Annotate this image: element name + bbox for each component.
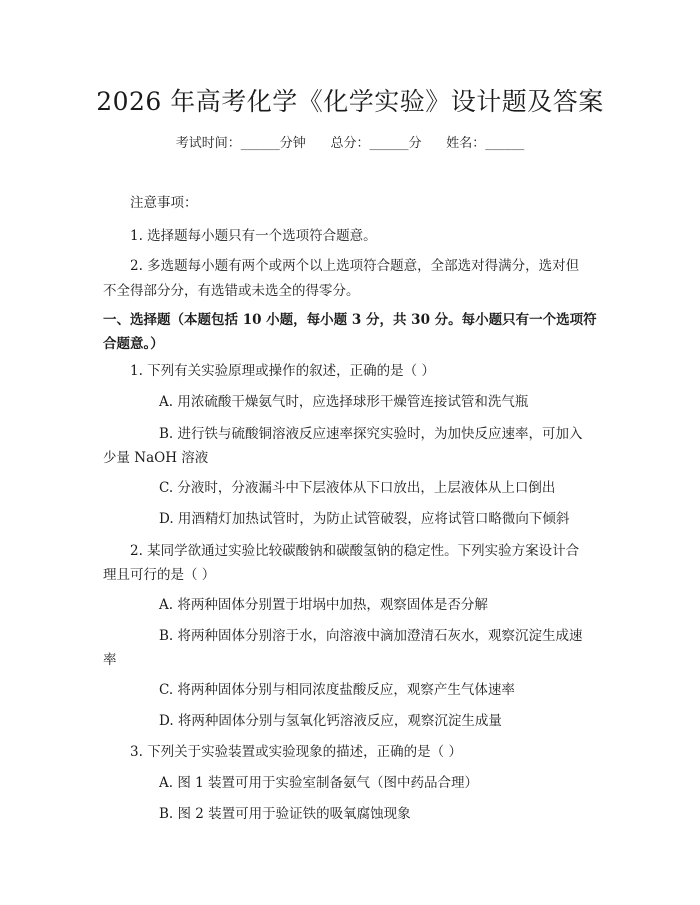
question-2-stem-line-1: 2. 某同学欲通过实验比较碳酸钠和碳酸氢钠的稳定性。下列实验方案设计合 (130, 543, 580, 559)
question-1-option-b-line-1: B. 进行铁与硫酸铜溶液反应速率探究实验时，为加快反应速率，可加入 (159, 426, 583, 442)
notice-item-2-line-1: 2. 多选题每小题有两个或两个以上选项符合题意，全部选对得满分，选对但 (130, 258, 580, 274)
exam-meta-line: 考试时间：______分钟 总分：______分 姓名：______ (175, 136, 525, 151)
section-1-heading-line-2: 合题意。） (103, 336, 164, 352)
question-1-option-a: A. 用浓硫酸干燥氨气时，应选择球形干燥管连接试管和洗气瓶 (159, 394, 529, 410)
page-title: 2026 年高考化学《化学实验》设计题及答案 (96, 87, 604, 116)
question-2-option-a: A. 将两种固体分别置于坩埚中加热，观察固体是否分解 (159, 597, 488, 613)
question-1-option-c: C. 分液时，分液漏斗中下层液体从下口放出，上层液体从上口倒出 (159, 480, 556, 496)
question-1-stem: 1. 下列有关实验原理或操作的叙述，正确的是（ ） (130, 363, 435, 379)
question-3-option-a: A. 图 1 装置可用于实验室制备氨气（图中药品合理） (159, 775, 479, 791)
question-2-option-c: C. 将两种固体分别与相同浓度盐酸反应，观察产生气体速率 (159, 682, 515, 698)
question-1-option-d: D. 用酒精灯加热试管时，为防止试管破裂，应将试管口略微向下倾斜 (159, 511, 570, 527)
question-3-option-b: B. 图 2 装置可用于验证铁的吸氧腐蚀现象 (159, 806, 411, 822)
notice-item-2-line-2: 不全得部分分，有选错或未选全的得零分。 (103, 283, 360, 299)
question-2-stem-line-2: 理且可行的是（ ） (103, 567, 216, 583)
question-2-option-b-line-2: 率 (103, 652, 117, 668)
question-2-option-d: D. 将两种固体分别与氢氧化钙溶液反应，观察沉淀生成量 (159, 713, 502, 729)
question-3-stem: 3. 下列关于实验装置或实验现象的描述，正确的是（ ） (130, 744, 462, 760)
question-1-option-b-line-2: 少量 NaOH 溶液 (103, 450, 209, 466)
notice-item-1: 1. 选择题每小题只有一个选项符合题意。 (130, 228, 377, 244)
notice-heading: 注意事项： (130, 195, 198, 211)
question-2-option-b-line-1: B. 将两种固体分别溶于水，向溶液中滴加澄清石灰水，观察沉淀生成速 (159, 628, 583, 644)
section-1-heading-line-1: 一、选择题（本题包括 10 小题，每小题 3 分，共 30 分。每小题只有一个选项符 (103, 312, 597, 328)
